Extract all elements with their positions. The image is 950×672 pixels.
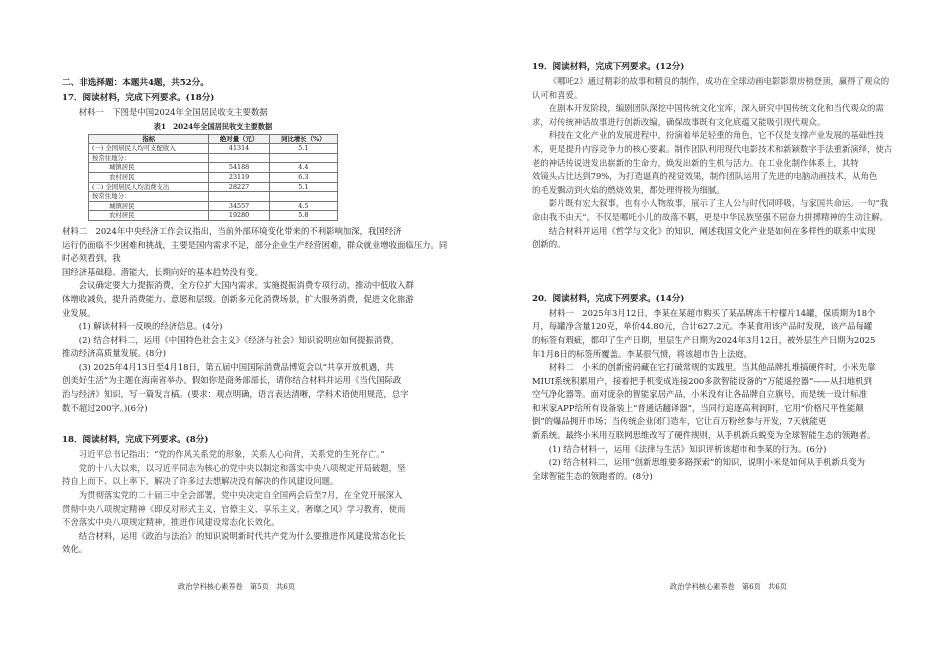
q19-line10: 影片既有宏大叙事，也有小人物故事，展示了主人公与时代同呼吸、与家国共命运。一句“我 — [548, 198, 889, 209]
q17-question-3-d: 数不超过200字。)(6分) — [62, 402, 148, 413]
table-cell-amount: 19280 — [209, 211, 269, 221]
q17-question-2-b: 推动经济高质量发展。(8分) — [62, 348, 166, 359]
col-header-growth: 同比增长（%） — [269, 134, 337, 144]
q20-m2-line5: 倒”的爆品拥开市场；当传统企业闭门造车，它让百万粉丝参与开发，7天就能更 — [532, 416, 827, 427]
table-cell-indicator: (二) 全国居民人均消费支出 — [89, 182, 209, 192]
q18-line1: 习近平总书记指出：“党的作风关系党的形象，关系人心向背，关系党的生死存亡。” — [78, 449, 385, 460]
q19-heading: 19．阅读材料，完成下列要求。(12分) — [532, 62, 685, 72]
table-row — [89, 192, 338, 202]
q18-line5: 贯彻中央八项规定精神《即反对形式主义、官僚主义、享乐主义、奢靡之风》学习教育，使而 — [62, 503, 406, 514]
q20-m1-line4: 年1月8日的标签所覆盖。李某很气愤，将该超市告上法庭。 — [532, 348, 753, 359]
q18-heading: 18．阅读材料，完成下列要求。(8分) — [62, 435, 209, 446]
col-header-amount: 绝对量（元） — [209, 134, 269, 144]
q19-line11: 命由我不由天”，不仅是哪吒小儿的故落不羁，更是中华民族坚强不屈奋力拼搏精神的生动注解。 — [532, 211, 889, 222]
table-cell-growth: 4.4 — [269, 163, 337, 173]
q20-question-1: (1) 结合材料一，运用《法律与生活》知识评析该超市和李某的行为。(6分) — [548, 443, 827, 454]
q19-line12: 结合材料并运用《哲学与文化》的知识，阐述我国文化产业是如何在多样性的联系中实现 — [548, 225, 876, 236]
table-cell-growth — [269, 192, 337, 202]
q17-question-3-a: (3) 2025年4月13日至4月18日，第五届中国国际消费品博览会以“共享开放机遇，共 — [78, 361, 394, 372]
q20-m2-line6: 新系统。最终小米用互联网思维改写了硬件规则，从手机新兵蜕变为全球智能生态的领跑者。 — [532, 430, 876, 441]
table-cell-growth: 5.8 — [269, 211, 337, 221]
q18-line4: 为贯彻落实党的二十届三中全会部署，党中央决定自全国两会后至7月，在全党开展深入 — [78, 490, 403, 501]
q19-line13: 创新的。 — [532, 239, 566, 250]
table-cell-indicator: 农村居民 — [89, 172, 209, 182]
q17-m2-line1: 材料二 2024年中央经济工作会议指出，当前外部环境变化带来的不利影响加深，我国经济 — [62, 225, 402, 236]
q20-m1-line1: 材料一 2025年3月12日，李某在某超市购买了某品牌冻干柠檬片14罐，保质期为18个 — [548, 307, 876, 318]
col-header-indicator: 指标 — [89, 134, 209, 144]
q19-line8: 效镜头占比达到79%，为打造逼真的视觉效果，制作团队运用了先进的电脑动画技术，从角色 — [532, 171, 878, 182]
section-title: 二、非选择题：本题共4题，共52分。 — [62, 78, 209, 88]
table-cell-amount: 54188 — [209, 163, 269, 173]
table-cell-growth: 6.3 — [269, 172, 337, 182]
q18-line3: 持自上而下、以上率下，解决了许多过去想解决没有解决的作风建设问题。 — [62, 476, 339, 487]
right-footer: 政治学科核心素养卷 第6页 共6页 — [670, 582, 787, 591]
table-cell-amount: 34557 — [209, 201, 269, 211]
q20-m2-line4: 和米家APP给所有设备装上“普通话翻译器”，当同行追逐高利润时，它用“价格尺平性能颠 — [532, 402, 864, 413]
q17-question-3-b: 创美好生活”为主题在海南省举办。假如你是商务部部长，请你结合材料并运用《当代国际政 — [62, 375, 402, 386]
table-cell-growth: 4.5 — [269, 201, 337, 211]
q18-line2: 党的十八大以来，以习近平同志为核心的党中央以制定和落实中央八项规定开局破题，坚 — [78, 462, 406, 473]
left-page — [62, 60, 452, 557]
q18-line7: 结合材料，运用《政治与法治》的知识说明新时代共产党为什么要推进作风建设常态化长 — [78, 530, 406, 541]
table-cell-amount: 28227 — [209, 182, 269, 192]
q17-m2-line3: 国经济基础稳、潜能大，长期向好的基本趋势没有变。 — [62, 266, 263, 277]
q19-line1: 《哪吒2》通过精彩的故事和精良的制作，成功在全球动画电影影票房榜登顶，赢得了观众的 — [548, 76, 890, 86]
table-row — [89, 182, 338, 192]
table-cell-indicator: 按常住地分： — [89, 153, 209, 163]
q17-question-1: (1) 解读材料一反映的经济信息。(4分) — [78, 321, 223, 332]
q18-line8: 效化。 — [62, 544, 88, 555]
q19-line2: 认可和喜爱。 — [532, 89, 583, 100]
q17-question-3-c: 治与经济》知识，写一篇发言稿。(要求：观点明确，语言表达清晰，学科术语使用规范，总字 — [62, 389, 409, 400]
table-cell-indicator: 按常住地分： — [89, 192, 209, 202]
q17-m2-line5: 体增收减负，提升消费能力、意愿和层级。创新多元化消费场景，扩大服务消费，促进文化旅游 — [62, 293, 414, 304]
q19-line7: 老的神话传说迸发出崭新的生命力，焕发出新的生机与活力。在工业化制作体系上，其特 — [532, 157, 859, 168]
table-cell-indicator: 农村居民 — [89, 211, 209, 221]
table-row — [89, 163, 338, 173]
table-cell-indicator: (一) 全国居民人均可支配收入 — [89, 144, 209, 154]
q17-m2-line2: 运行仍面临不少困难和挑战，主要是国内需求不足，部分企业生产经营困难，群众就业增收面临压力。同时必须看到，我 — [62, 239, 448, 264]
q19-line9: 的毛发飘动到火焰的燃烧效果，都处理得极为细腻。 — [532, 184, 725, 195]
q20-m2-line3: 空气净化器等。面对庞杂的智能家居产品，小米没有让各品牌自立旗号，而是统一设计标准 — [532, 389, 867, 400]
table-row — [89, 144, 338, 154]
q20-m1-line2: 月，每罐净含量120克，单价44.80元，合计627.2元。李某食用该产品时发现，该产品每罐 — [532, 321, 873, 332]
q19-line4: 求，对传统神话故事进行创新改编，确保故事既有文化底蕴又能吸引现代观众。 — [532, 116, 826, 127]
q17-m2-line6: 业发展。 — [62, 307, 96, 318]
table-cell-growth: 5.1 — [269, 182, 337, 192]
income-expenditure-table — [88, 122, 338, 221]
q18-line6: 不舍落实中央八项规定精神，推进作风建设常态化长效化。 — [62, 517, 280, 528]
table-row — [89, 172, 338, 182]
table-caption: 表1 2024年全国居民收支主要数据 — [153, 121, 273, 131]
table-cell-amount: 23119 — [209, 172, 269, 182]
q19-line3: 在剧本开发阶段，编剧团队深挖中国传统文化宝库，深入研究中国传统文化和当代观众的需 — [548, 103, 884, 114]
q17-question-2-a: (2) 结合材料二，运用《中国特色社会主义》《经济与社会》知识说明应如何提振消费， — [78, 334, 399, 345]
table-cell-amount: 41314 — [209, 144, 269, 154]
q20-m2-line1: 材料二 小米的创新密码藏在它打破常规的实践里。当其他品牌扎堆搞硬件时，小米先靠 — [548, 362, 876, 373]
q19-line5: 科技在文化产业的发展进程中，扮演着举足轻重的角色，它不仅是支撑产业发展的基础性技 — [548, 130, 884, 141]
q20-m1-line3: 的标签有瑕疵，都印了生产日期，里层生产日期为2024年3月12日，被外层生产日期为2025 — [532, 334, 876, 345]
table-cell-growth: 5.1 — [269, 144, 337, 154]
right-page — [532, 60, 912, 483]
table-row — [89, 211, 338, 221]
table-row — [89, 153, 338, 163]
q20-question-2-a: (2) 结合材料二，运用“创新思维要多路探索”的知识，说明小米是如何从手机新兵变为 — [548, 457, 866, 468]
q20-m2-line2: MIUI系统积累用户，接着把手机变成连接200多款智能设备的“万能遥控器”——从扫地机到 — [532, 375, 872, 386]
left-footer: 政治学科核心素养卷 第5页 共6页 — [178, 582, 295, 591]
table-cell-indicator: 城镇居民 — [89, 163, 209, 173]
q17-heading: 17．阅读材料，完成下列要求。(18分) — [62, 93, 215, 103]
q20-question-2-b: 全球智能生态的领跑者的。(8分) — [532, 470, 653, 481]
q19-line6: 术，更是提升内容竞争力的核心要素。制作团队利用现代电影技术和新颖数字手法重新演绎，使古 — [532, 143, 893, 154]
table-cell-growth — [269, 153, 337, 163]
q17-material-1: 材料一 下图是中国2024年全国居民收支主要数据 — [78, 107, 268, 117]
table-row — [89, 201, 338, 211]
table-cell-amount — [209, 192, 269, 202]
table-cell-amount — [209, 153, 269, 163]
q17-m2-line4: 会议确定要大力提振消费，全方位扩大国内需求。实施提振消费专项行动，推动中低收入群 — [78, 280, 414, 291]
table-cell-indicator: 城镇居民 — [89, 201, 209, 211]
q20-heading: 20．阅读材料，完成下列要求。(14分) — [532, 293, 685, 304]
